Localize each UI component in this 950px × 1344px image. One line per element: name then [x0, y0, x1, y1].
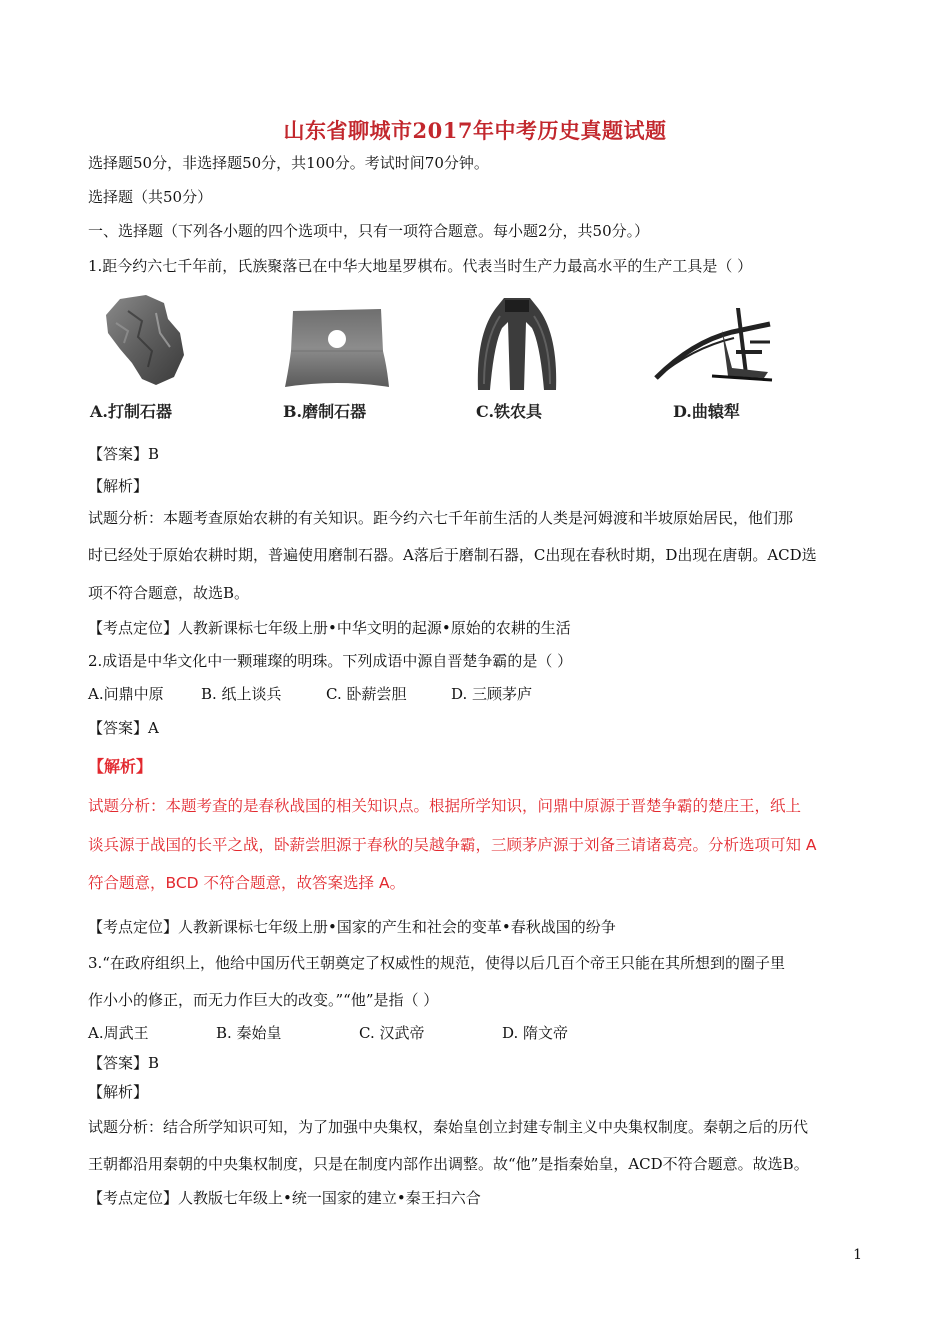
option-a: A.周武王	[88, 1024, 149, 1042]
question-3-stem: 3.“在政府组织上，他给中国历代王朝奠定了权威性的规范，使得以后几百个帝王只能在其所想到的圈子里	[88, 954, 785, 972]
question-3-analysis-label: 【解析】	[88, 1083, 149, 1101]
question-3-kaodian: 【考点定位】人教版七年级上•统一国家的建立•秦王扫六合	[88, 1189, 481, 1207]
option-b: B. 纸上谈兵	[201, 685, 282, 703]
question-3-stem: 作小小的修正，而无力作巨大的改变。”“他”是指（ ）	[88, 991, 439, 1009]
page-title: 山东省聊城市2017年中考历史真题试题	[283, 118, 667, 143]
question-2-kaodian: 【考点定位】人教新课标七年级上册•国家的产生和社会的变革•春秋战国的纷争	[88, 918, 616, 936]
question-1-analysis-line: 时已经处于原始农耕时期，普遍使用磨制石器。A落后于磨制石器，C出现在春秋时期，D出现在唐朝。ACD选	[88, 546, 817, 564]
option-a-caption: A.打制石器	[90, 402, 172, 421]
question-3-analysis-line: 试题分析：结合所学知识可知，为了加强中央集权，秦始皇创立封建专制主义中央集权制度。秦朝之后的历代	[88, 1118, 809, 1136]
question-1-analysis-label: 【解析】	[88, 477, 149, 495]
section-label: 选择题（共50分）	[88, 188, 213, 206]
iron-farm-tool-image	[474, 294, 560, 394]
option-b: B. 秦始皇	[216, 1024, 282, 1042]
question-2-options	[88, 684, 532, 704]
question-3-answer: 【答案】B	[88, 1054, 160, 1072]
question-2-analysis-line: 试题分析：本题考查的是春秋战国的相关知识点。根据所学知识，问鼎中原源于晋楚争霸的楚庄王，纸上	[88, 797, 802, 815]
question-2-analysis-line: 谈兵源于战国的长平之战，卧薪尝胆源于春秋的吴越争霸，三顾茅庐源于刘备三请诸葛亮。分析选项可知 A	[88, 836, 817, 854]
question-1-analysis-line: 试题分析：本题考查原始农耕的有关知识。距今约六七千年前生活的人类是河姆渡和半坡原始居民，他们那	[88, 509, 794, 527]
question-2-analysis-line: 符合题意，BCD 不符合题意，故答案选择 A。	[88, 874, 406, 892]
question-2-analysis-label: 【解析】	[88, 757, 153, 776]
option-d-caption: D.曲辕犁	[673, 402, 740, 421]
question-1-stem: 1.距今约六七千年前，氏族聚落已在中华大地星罗棋布。代表当时生产力最高水平的生产工具是（ ）	[88, 257, 753, 275]
option-c-caption: C.铁农具	[476, 402, 543, 421]
question-1-answer: 【答案】B	[88, 445, 160, 463]
option-c: C. 汉武帝	[359, 1024, 425, 1042]
exam-info: 选择题50分，非选择题50分，共100分。考试时间70分钟。	[88, 154, 489, 172]
polished-stone-axe-image	[283, 305, 391, 391]
page-number: 1	[853, 1247, 862, 1263]
question-3-analysis-line: 王朝都沿用秦朝的中央集权制度，只是在制度内部作出调整。故“他”是指秦始皇，ACD不符合题意。故选B。	[88, 1155, 809, 1173]
section-instructions: 一、选择题（下列各小题的四个选项中，只有一项符合题意。每小题2分，共50分。）	[88, 222, 650, 240]
curved-shaft-plough-image	[652, 302, 776, 386]
option-c: C. 卧薪尝胆	[326, 685, 407, 703]
question-1-analysis-line: 项不符合题意，故选B。	[88, 584, 250, 602]
option-d: D. 隋文帝	[502, 1024, 569, 1042]
chipped-stone-tool-image	[98, 293, 190, 388]
question-3-options	[88, 1023, 568, 1043]
question-1-kaodian: 【考点定位】人教新课标七年级上册•中华文明的起源•原始的农耕的生活	[88, 619, 571, 637]
option-a: A.问鼎中原	[88, 685, 164, 703]
option-b-caption: B.磨制石器	[283, 402, 367, 421]
question-2-stem: 2.成语是中华文化中一颗璀璨的明珠。下列成语中源自晋楚争霸的是（ ）	[88, 652, 573, 670]
option-d: D. 三顾茅庐	[451, 685, 533, 703]
question-2-answer: 【答案】A	[88, 719, 159, 737]
